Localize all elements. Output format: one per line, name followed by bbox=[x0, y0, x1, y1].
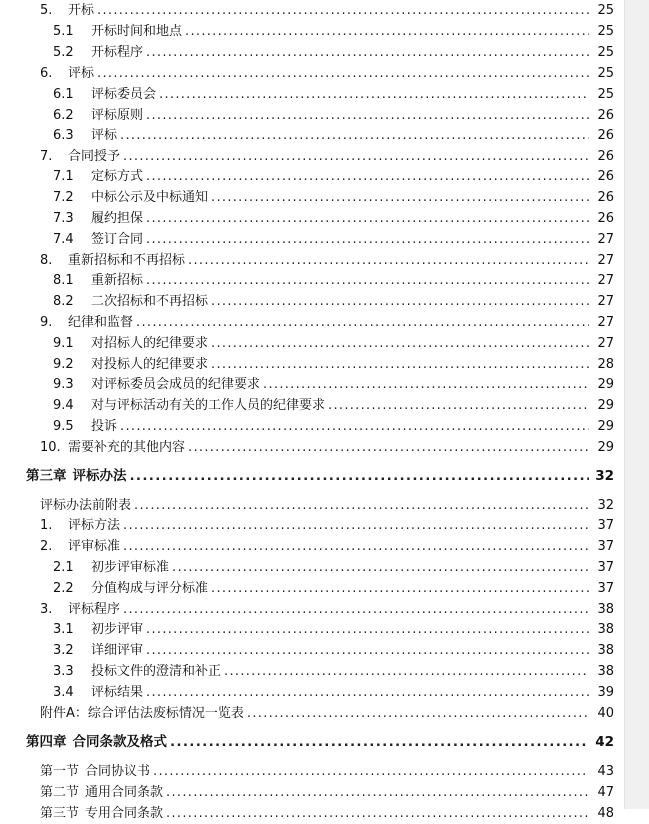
toc-entry-number: 3.1 bbox=[53, 622, 74, 637]
toc-entry[interactable] bbox=[0, 250, 649, 271]
toc-entry-page-number: 27 bbox=[597, 294, 614, 309]
toc-entry-number: 9.3 bbox=[53, 377, 74, 392]
dot-leader bbox=[188, 250, 589, 271]
toc-entry-number: 7.2 bbox=[53, 190, 74, 205]
toc-entry-title: 对与评标活动有关的工作人员的纪律要求 bbox=[91, 398, 326, 413]
toc-entry-title: 投诉 bbox=[91, 419, 118, 434]
dot-leader bbox=[263, 374, 589, 395]
toc-entry-title: 分值构成与评分标准 bbox=[91, 581, 209, 596]
dot-leader bbox=[146, 166, 589, 187]
toc-entry[interactable] bbox=[0, 187, 649, 208]
toc-entry[interactable] bbox=[0, 166, 649, 187]
toc-entry-title: 评标办法前附表 bbox=[40, 498, 132, 513]
toc-entry-page-number: 26 bbox=[597, 108, 614, 123]
dot-leader bbox=[211, 578, 589, 599]
dot-leader bbox=[123, 536, 589, 557]
toc-entry[interactable] bbox=[0, 619, 649, 640]
toc-entry-title: 附件A：综合评估法废标情况一览表 bbox=[40, 706, 244, 721]
toc-entry[interactable] bbox=[0, 640, 649, 661]
toc-entry-page-number: 29 bbox=[597, 419, 614, 434]
toc-entry-page-number: 38 bbox=[597, 602, 614, 617]
toc-entry[interactable] bbox=[0, 312, 649, 333]
dot-leader bbox=[146, 229, 589, 250]
toc-entry-title: 重新招标和不再招标 bbox=[68, 253, 186, 268]
toc-entry-number: 7.4 bbox=[53, 232, 74, 247]
toc-entry-number: 3.3 bbox=[53, 664, 74, 679]
toc-entry-title: 评标办法 bbox=[72, 468, 127, 484]
toc-entry-title: 重新招标 bbox=[91, 273, 144, 288]
dot-leader bbox=[172, 557, 589, 578]
toc-entry-page-number: 38 bbox=[597, 664, 614, 679]
toc-entry[interactable] bbox=[0, 270, 649, 291]
toc-entry-number: 第一节 bbox=[40, 764, 80, 779]
dot-leader bbox=[185, 21, 589, 42]
toc-entry-title: 开标 bbox=[68, 3, 95, 18]
dot-leader bbox=[146, 42, 589, 63]
toc-entry-number: 1. bbox=[40, 518, 53, 533]
toc-entry-page-number: 32 bbox=[597, 498, 614, 513]
toc-entry-page-number: 25 bbox=[597, 87, 614, 102]
dot-leader bbox=[166, 803, 589, 824]
dot-leader bbox=[211, 333, 589, 354]
toc-entry-title: 详细评审 bbox=[91, 643, 144, 658]
toc-entry-title: 中标公示及中标通知 bbox=[91, 190, 209, 205]
toc-entry[interactable] bbox=[0, 146, 649, 167]
dot-leader bbox=[130, 466, 590, 487]
toc-entry[interactable] bbox=[0, 578, 649, 599]
toc-entry-title: 定标方式 bbox=[91, 169, 144, 184]
toc-entry[interactable] bbox=[0, 42, 649, 63]
dot-leader bbox=[97, 63, 589, 84]
toc-entry-number: 6.1 bbox=[53, 87, 74, 102]
toc-entry-page-number: 27 bbox=[597, 315, 614, 330]
toc-entry-title: 对投标人的纪律要求 bbox=[91, 357, 209, 372]
toc-entry-number: 9.1 bbox=[53, 336, 74, 351]
toc-entry-page-number: 26 bbox=[597, 149, 614, 164]
toc-entry[interactable] bbox=[0, 661, 649, 682]
toc-entry-page-number: 37 bbox=[597, 518, 614, 533]
toc-entry-number: 10. bbox=[40, 440, 61, 455]
dot-leader bbox=[247, 703, 589, 724]
toc-entry-title: 评标原则 bbox=[91, 108, 144, 123]
toc-entry-number: 3.2 bbox=[53, 643, 74, 658]
toc-entry-title: 评标程序 bbox=[68, 602, 121, 617]
dot-leader bbox=[120, 125, 589, 146]
toc-entry-page-number: 47 bbox=[597, 785, 614, 800]
toc-entry[interactable] bbox=[0, 229, 649, 250]
toc-entry-title: 开标程序 bbox=[91, 45, 144, 60]
toc-entry-page-number: 40 bbox=[597, 706, 614, 721]
toc-entry-page-number: 38 bbox=[597, 622, 614, 637]
toc-entry-page-number: 29 bbox=[597, 377, 614, 392]
toc-entry[interactable] bbox=[0, 536, 649, 557]
toc-entry-page-number: 27 bbox=[597, 336, 614, 351]
toc-entry-title: 二次招标和不再招标 bbox=[91, 294, 209, 309]
toc-entry-page-number: 29 bbox=[597, 398, 614, 413]
toc-entry[interactable] bbox=[0, 515, 649, 536]
toc-entry-page-number: 38 bbox=[597, 643, 614, 658]
dot-leader bbox=[159, 84, 589, 105]
toc-entry[interactable] bbox=[0, 105, 649, 126]
toc-entry-number: 9.5 bbox=[53, 419, 74, 434]
toc-entry-number: 9.2 bbox=[53, 357, 74, 372]
toc-entry-page-number: 28 bbox=[597, 357, 614, 372]
toc-entry[interactable] bbox=[0, 782, 649, 803]
toc-entry-page-number: 25 bbox=[597, 45, 614, 60]
toc-entry-number: 6.3 bbox=[53, 128, 74, 143]
toc-entry-title: 评审标准 bbox=[68, 539, 121, 554]
toc-entry-title: 专用合同条款 bbox=[85, 806, 164, 821]
toc-entry-title: 对招标人的纪律要求 bbox=[91, 336, 209, 351]
scrollbar-gutter[interactable] bbox=[624, 0, 649, 809]
toc-entry[interactable] bbox=[0, 703, 649, 724]
toc-entry[interactable] bbox=[0, 495, 649, 516]
toc-entry-number: 8. bbox=[40, 253, 53, 268]
dot-leader bbox=[146, 682, 589, 703]
toc-chapter-entry[interactable] bbox=[0, 732, 649, 753]
toc-entry-page-number: 26 bbox=[597, 211, 614, 226]
dot-leader bbox=[123, 599, 589, 620]
dot-leader bbox=[146, 208, 589, 229]
dot-leader bbox=[120, 416, 589, 437]
toc-entry-title: 评标方法 bbox=[68, 518, 121, 533]
toc-entry[interactable] bbox=[0, 416, 649, 437]
toc-entry-title: 合同授予 bbox=[68, 149, 121, 164]
toc-entry-number: 第二节 bbox=[40, 785, 80, 800]
dot-leader bbox=[97, 0, 589, 21]
toc-entry[interactable] bbox=[0, 682, 649, 703]
toc-entry-number: 8.2 bbox=[53, 294, 74, 309]
toc-entry-number: 第三节 bbox=[40, 806, 80, 821]
toc-entry[interactable] bbox=[0, 437, 649, 458]
toc-entry-page-number: 25 bbox=[597, 3, 614, 18]
toc-entry-title: 评标结果 bbox=[91, 685, 144, 700]
toc-entry-number: 5.1 bbox=[53, 24, 74, 39]
dot-leader bbox=[153, 761, 589, 782]
toc-entry-title: 通用合同条款 bbox=[85, 785, 164, 800]
toc-entry-title: 评标委员会 bbox=[91, 87, 157, 102]
toc-entry-title: 投标文件的澄清和补正 bbox=[91, 664, 222, 679]
dot-leader bbox=[123, 515, 589, 536]
dot-leader bbox=[170, 732, 589, 753]
toc-entry-page-number: 27 bbox=[597, 232, 614, 247]
toc-entry-page-number: 27 bbox=[597, 273, 614, 288]
dot-leader bbox=[211, 291, 589, 312]
toc-entry-number: 3. bbox=[40, 602, 53, 617]
toc-entry-number: 3.4 bbox=[53, 685, 74, 700]
toc-entry-number: 第三章 bbox=[26, 468, 67, 484]
toc-entry-title: 对评标委员会成员的纪律要求 bbox=[91, 377, 261, 392]
toc-entry-title: 签订合同 bbox=[91, 232, 144, 247]
toc-entry[interactable] bbox=[0, 84, 649, 105]
toc-entry-number: 9.4 bbox=[53, 398, 74, 413]
toc-entry-number: 6. bbox=[40, 66, 53, 81]
dot-leader bbox=[211, 187, 589, 208]
toc-entry[interactable] bbox=[0, 599, 649, 620]
toc-entry-number: 7.1 bbox=[53, 169, 74, 184]
dot-leader bbox=[146, 619, 589, 640]
dot-leader bbox=[123, 146, 589, 167]
toc-entry-page-number: 37 bbox=[597, 581, 614, 596]
toc-entry-number: 7. bbox=[40, 149, 53, 164]
toc-entry-number: 9. bbox=[40, 315, 53, 330]
toc-entry-page-number: 29 bbox=[597, 440, 614, 455]
toc-entry-number: 第四章 bbox=[26, 734, 67, 750]
toc-entry-page-number: 26 bbox=[597, 190, 614, 205]
toc-entry[interactable] bbox=[0, 63, 649, 84]
toc-entry[interactable] bbox=[0, 803, 649, 824]
toc-entry-page-number: 27 bbox=[597, 253, 614, 268]
toc-entry[interactable] bbox=[0, 208, 649, 229]
toc-entry[interactable] bbox=[0, 125, 649, 146]
dot-leader bbox=[211, 354, 589, 375]
toc-entry[interactable] bbox=[0, 395, 649, 416]
toc-entry-number: 2.1 bbox=[53, 560, 74, 575]
dot-leader bbox=[224, 661, 589, 682]
toc-entry-page-number: 32 bbox=[595, 468, 614, 484]
toc-entry[interactable] bbox=[0, 761, 649, 782]
dot-leader bbox=[146, 270, 589, 291]
toc-entry[interactable] bbox=[0, 0, 649, 21]
toc-chapter-entry[interactable] bbox=[0, 466, 649, 487]
toc-entry-title: 评标 bbox=[68, 66, 95, 81]
dot-leader bbox=[146, 640, 589, 661]
toc-entry-page-number: 25 bbox=[597, 66, 614, 81]
toc-entry-page-number: 43 bbox=[597, 764, 614, 779]
toc-entry[interactable] bbox=[0, 21, 649, 42]
toc-entry-title: 履约担保 bbox=[91, 211, 144, 226]
dot-leader bbox=[134, 495, 589, 516]
toc-entry-number: 2. bbox=[40, 539, 53, 554]
toc-entry-title: 合同协议书 bbox=[85, 764, 151, 779]
dot-leader bbox=[328, 395, 589, 416]
toc-entry-number: 5. bbox=[40, 3, 53, 18]
toc-entry-title: 初步评审标准 bbox=[91, 560, 170, 575]
toc-entry[interactable] bbox=[0, 557, 649, 578]
toc-entry-number: 8.1 bbox=[53, 273, 74, 288]
toc-entry[interactable] bbox=[0, 374, 649, 395]
toc-entry-number: 2.2 bbox=[53, 581, 74, 596]
toc-entry-number: 7.3 bbox=[53, 211, 74, 226]
toc-entry-page-number: 37 bbox=[597, 539, 614, 554]
toc-entry-page-number: 37 bbox=[597, 560, 614, 575]
toc-entry-title: 初步评审 bbox=[91, 622, 144, 637]
toc-entry-page-number: 42 bbox=[595, 734, 614, 750]
toc-entry-page-number: 48 bbox=[597, 806, 614, 821]
toc-entry-page-number: 25 bbox=[597, 24, 614, 39]
toc-entry[interactable] bbox=[0, 333, 649, 354]
toc-entry-page-number: 26 bbox=[597, 169, 614, 184]
toc-entry-page-number: 26 bbox=[597, 128, 614, 143]
toc-entry-number: 6.2 bbox=[53, 108, 74, 123]
dot-leader bbox=[146, 105, 589, 126]
toc-entry-title: 合同条款及格式 bbox=[72, 734, 167, 750]
toc-entry-page-number: 39 bbox=[597, 685, 614, 700]
toc-entry-title: 纪律和监督 bbox=[68, 315, 134, 330]
toc-entry[interactable] bbox=[0, 291, 649, 312]
toc-entry[interactable] bbox=[0, 354, 649, 375]
dot-leader bbox=[166, 782, 589, 803]
dot-leader bbox=[136, 312, 589, 333]
toc-entry-title: 需要补充的其他内容 bbox=[68, 440, 186, 455]
toc-entry-title: 评标 bbox=[91, 128, 118, 143]
toc-entry-title: 开标时间和地点 bbox=[91, 24, 183, 39]
toc-entry-number: 5.2 bbox=[53, 45, 74, 60]
dot-leader bbox=[188, 437, 589, 458]
